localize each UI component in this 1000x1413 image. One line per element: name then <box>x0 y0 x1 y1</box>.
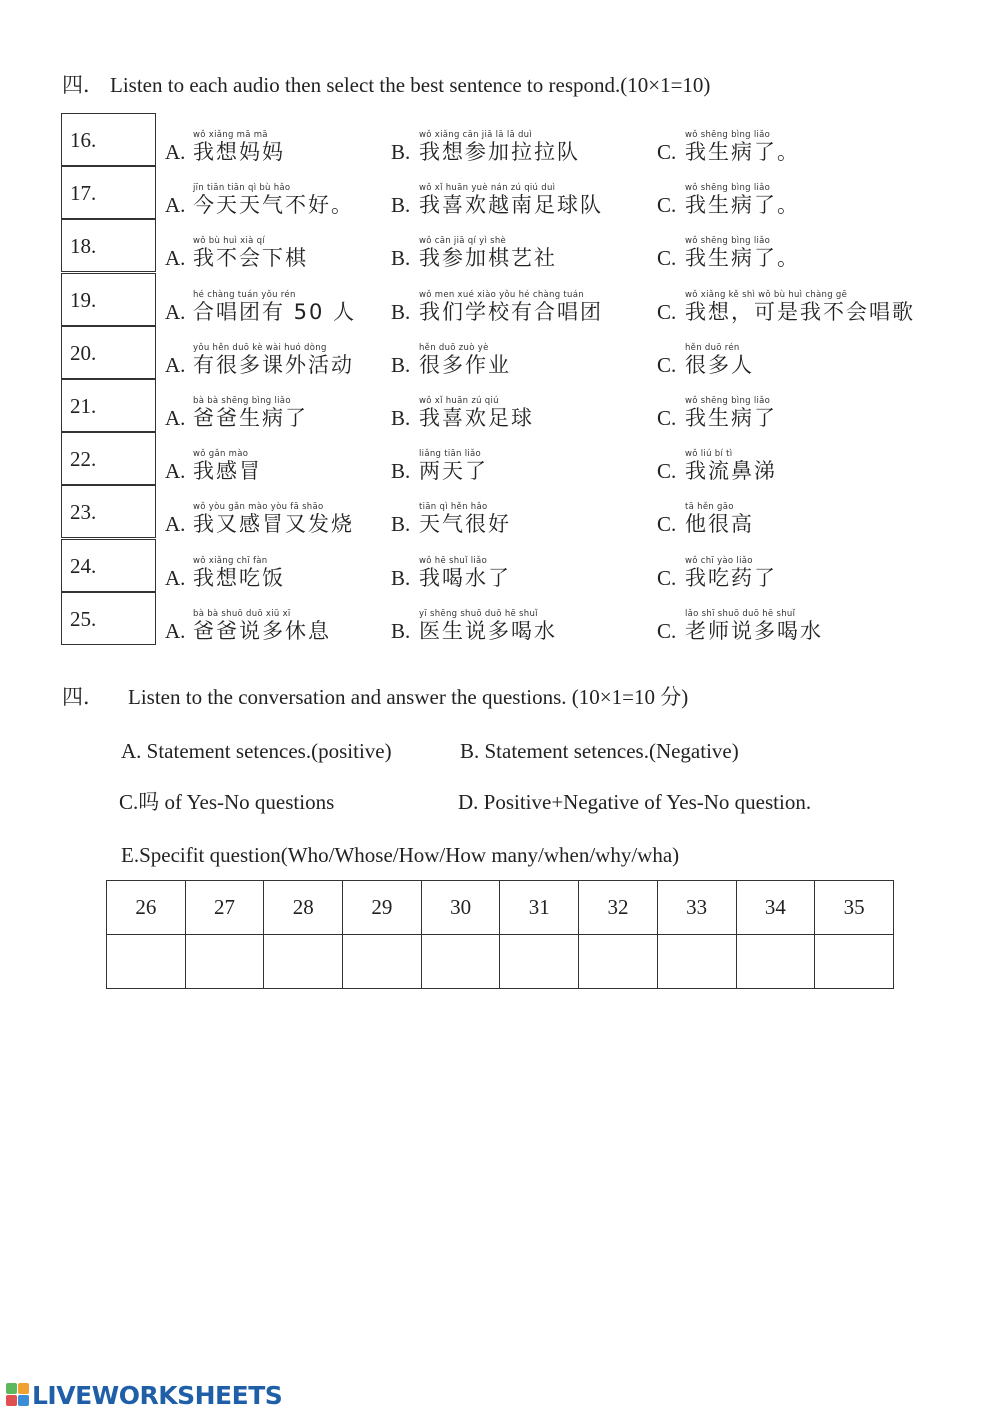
option-letter: B. <box>391 140 411 164</box>
question-row <box>61 432 961 485</box>
question-number: 16. <box>70 128 97 152</box>
option-content <box>419 182 603 216</box>
option-content <box>193 448 262 482</box>
option-content <box>193 608 331 642</box>
option-letter: B. <box>391 246 411 271</box>
section-2-number: 四． <box>62 685 104 709</box>
option-pinyin: wǒ xiǎng kě shì wǒ bù huì chàng gē <box>685 289 848 300</box>
option-letter: C. <box>657 140 677 164</box>
option-text: 有很多课外活动 <box>193 352 354 377</box>
option-text: 我吃药了 <box>685 565 777 590</box>
legend-c: C.吗 of Yes-No questions <box>119 790 335 814</box>
option-letter: A. <box>165 299 186 324</box>
option-content <box>419 235 557 269</box>
option-content <box>193 129 285 163</box>
question-number-box <box>61 379 156 432</box>
question-number: 19. <box>70 287 97 312</box>
question-number-box <box>61 539 156 592</box>
option-letter: B. <box>391 459 411 484</box>
option-letter: B. <box>391 352 411 377</box>
option-letter: A. <box>165 459 186 484</box>
option-text: 今天天气不好。 <box>193 193 354 218</box>
answer-input-cell[interactable] <box>264 935 343 989</box>
option-pinyin: jīn tiān tiān qì bù hǎo <box>193 183 291 194</box>
question-number-box <box>61 166 156 219</box>
option-text: 我生病了 <box>685 406 777 430</box>
option-pinyin: wǒ hē shuǐ liǎo <box>419 555 488 566</box>
question-number-box <box>61 219 156 272</box>
option-pinyin: wǒ shēng bìng liǎo <box>685 130 771 140</box>
option-content <box>685 289 915 323</box>
option-text: 我想吃饭 <box>193 565 285 590</box>
logo-text: LIVEWORKSHEETS <box>32 1380 283 1410</box>
option-text: 老师说多喝水 <box>685 618 823 643</box>
option-text: 我生病了。 <box>685 246 800 271</box>
answer-number-cell: 29 <box>343 881 422 935</box>
answer-number-cell: 31 <box>500 881 579 935</box>
option-letter: C. <box>657 352 677 377</box>
option-content <box>685 342 754 376</box>
section-2-instruction: Listen to the conversation and answer the questions. (10×1=10 分) <box>128 685 689 709</box>
option-content <box>685 129 800 163</box>
option-letter: C. <box>657 459 677 484</box>
option-pinyin: tiān qì hěn hǎo <box>419 502 488 513</box>
option-pinyin: bà bà shuō duō xiū xī <box>193 608 291 619</box>
section-1-title <box>62 75 710 96</box>
option-text: 我想，可是我不会唱歌 <box>685 299 915 324</box>
option-content <box>685 501 754 535</box>
question-number: 18. <box>70 234 97 259</box>
option-pinyin: tā hěn gāo <box>685 502 734 513</box>
option-pinyin: wǒ shēng bìng liǎo <box>685 236 771 247</box>
option-pinyin: wǒ xiǎng mā mā <box>193 130 268 140</box>
option-pinyin: wǒ xiǎng chī fàn <box>193 555 268 566</box>
legend-a: A. Statement setences.(positive) <box>121 739 392 763</box>
answer-input-cell[interactable] <box>579 935 658 989</box>
option-pinyin: wǒ shēng bìng liǎo <box>685 396 771 406</box>
option-letter: A. <box>165 352 186 377</box>
option-content <box>193 501 354 535</box>
answer-input-cell[interactable] <box>736 935 815 989</box>
answer-input-cell[interactable] <box>657 935 736 989</box>
option-text: 天气很好 <box>419 512 511 537</box>
option-pinyin: liǎng tiān liǎo <box>419 449 482 460</box>
logo-mark-icon <box>6 1383 30 1407</box>
question-row <box>61 113 961 166</box>
option-content <box>419 608 557 642</box>
question-row <box>61 273 961 326</box>
option-letter: A. <box>165 140 186 164</box>
option-pinyin: lǎo shī shuō duō hē shuǐ <box>685 608 796 619</box>
option-content <box>419 342 511 376</box>
question-number-box <box>61 273 156 326</box>
option-content <box>193 555 285 589</box>
option-letter: C. <box>657 406 677 430</box>
question-number-box <box>61 113 156 166</box>
answer-input-cell[interactable] <box>343 935 422 989</box>
option-text: 我喜欢越南足球队 <box>419 193 603 218</box>
option-letter: C. <box>657 299 677 324</box>
answer-input-cell[interactable] <box>815 935 894 989</box>
question-row <box>61 539 961 592</box>
question-row <box>61 485 961 538</box>
liveworksheets-logo <box>6 1380 282 1410</box>
option-pinyin: hé chàng tuán yǒu rén <box>193 289 296 300</box>
option-content <box>685 555 777 589</box>
answer-number-cell: 26 <box>107 881 186 935</box>
option-text: 我想参加拉拉队 <box>419 140 580 164</box>
section-1-instruction: Listen to each audio then select the best sentence to respond.(10×1=10) <box>110 73 711 97</box>
option-pinyin: wǒ xǐ huān zú qiú <box>419 396 499 406</box>
answer-number-cell: 27 <box>185 881 264 935</box>
answer-input-row <box>107 935 894 989</box>
option-text: 我不会下棋 <box>193 246 308 271</box>
section-2-title <box>62 687 688 708</box>
option-letter: A. <box>165 193 186 218</box>
option-letter: A. <box>165 565 186 590</box>
option-content <box>685 182 800 216</box>
option-letter: B. <box>391 406 411 430</box>
option-text: 爸爸生病了 <box>193 406 308 430</box>
option-text: 很多作业 <box>419 352 511 377</box>
question-number: 25. <box>70 606 97 631</box>
question-number-box <box>61 485 156 538</box>
option-content <box>193 235 308 269</box>
option-letter: A. <box>165 618 186 643</box>
option-pinyin: wǒ shēng bìng liǎo <box>685 183 771 194</box>
answer-number-cell: 30 <box>421 881 500 935</box>
option-letter: C. <box>657 512 677 537</box>
option-text: 我流鼻涕 <box>685 459 777 484</box>
option-text: 我生病了。 <box>685 140 800 164</box>
option-content <box>419 555 511 589</box>
option-pinyin: wǒ liú bí tì <box>685 449 733 460</box>
answer-number-cell: 33 <box>657 881 736 935</box>
option-text: 很多人 <box>685 352 754 377</box>
option-pinyin: wǒ xiǎng cān jiā lā lā duì <box>419 130 533 140</box>
question-number: 23. <box>70 500 97 525</box>
option-text: 合唱团有 50 人 <box>193 299 357 324</box>
question-number-box <box>61 326 156 379</box>
option-content <box>685 235 800 269</box>
option-letter: A. <box>165 406 186 430</box>
option-content <box>419 395 534 429</box>
answer-number-row <box>107 881 894 935</box>
option-pinyin: hěn duō rén <box>685 342 740 353</box>
option-pinyin: wǒ cān jiā qí yì shè <box>419 236 507 247</box>
question-number: 22. <box>70 447 97 472</box>
option-content <box>193 395 308 429</box>
option-text: 我喜欢足球 <box>419 406 534 430</box>
option-text: 我参加棋艺社 <box>419 246 557 271</box>
option-pinyin: yǒu hěn duō kè wài huó dòng <box>193 342 327 353</box>
question-row <box>61 219 961 272</box>
option-text: 我想妈妈 <box>193 140 285 164</box>
answer-number-cell: 35 <box>815 881 894 935</box>
option-pinyin: wǒ gǎn mào <box>193 449 249 460</box>
option-pinyin: hěn duō zuò yè <box>419 342 489 353</box>
option-text: 爸爸说多休息 <box>193 618 331 643</box>
question-number-box <box>61 592 156 645</box>
option-letter: B. <box>391 618 411 643</box>
option-pinyin: wǒ chī yào liǎo <box>685 555 753 566</box>
option-pinyin: wǒ men xué xiào yǒu hé chàng tuán <box>419 289 584 300</box>
option-letter: B. <box>391 512 411 537</box>
answer-input-cell[interactable] <box>185 935 264 989</box>
section-1-number: 四． <box>62 73 104 97</box>
question-row <box>61 379 961 432</box>
option-letter: B. <box>391 565 411 590</box>
answer-input-cell[interactable] <box>500 935 579 989</box>
question-number: 17. <box>70 181 97 206</box>
legend-d: D. Positive+Negative of Yes-No question. <box>458 790 812 814</box>
question-row <box>61 592 961 645</box>
option-letter: B. <box>391 299 411 324</box>
option-text: 他很高 <box>685 512 754 537</box>
option-text: 我喝水了 <box>419 565 511 590</box>
answer-input-cell[interactable] <box>107 935 186 989</box>
option-text: 我感冒 <box>193 459 262 484</box>
option-text: 两天了 <box>419 459 488 484</box>
question-number: 24. <box>70 553 97 578</box>
question-number: 21. <box>70 394 97 418</box>
legend-b: B. Statement setences.(Negative) <box>460 739 739 763</box>
question-number: 20. <box>70 340 97 365</box>
option-content <box>419 129 580 163</box>
answer-number-cell: 28 <box>264 881 343 935</box>
answer-input-cell[interactable] <box>421 935 500 989</box>
answer-number-cell: 34 <box>736 881 815 935</box>
option-content <box>193 289 356 323</box>
option-letter: C. <box>657 193 677 218</box>
option-letter: C. <box>657 565 677 590</box>
option-pinyin: bà bà shēng bìng liǎo <box>193 396 291 406</box>
option-text: 我们学校有合唱团 <box>419 299 603 324</box>
option-pinyin: wǒ yòu gǎn mào yòu fā shāo <box>193 502 324 513</box>
option-content <box>685 448 777 482</box>
option-text: 我又感冒又发烧 <box>193 512 354 537</box>
option-text: 我生病了。 <box>685 193 800 218</box>
question-row <box>61 326 961 379</box>
option-letter: A. <box>165 246 186 271</box>
option-content <box>193 342 354 376</box>
option-letter: A. <box>165 512 186 537</box>
answer-table <box>106 880 894 989</box>
option-content <box>419 501 511 535</box>
option-content <box>685 395 777 429</box>
option-text: 医生说多喝水 <box>419 618 557 643</box>
answer-number-cell: 32 <box>579 881 658 935</box>
option-letter: C. <box>657 618 677 643</box>
option-letter: B. <box>391 193 411 218</box>
question-number-box <box>61 432 156 485</box>
legend-e: E.Specifit question(Who/Whose/How/How many/when/why/wha) <box>121 843 680 867</box>
option-content <box>685 608 823 642</box>
option-pinyin: wǒ bù huì xià qí <box>193 236 266 247</box>
option-pinyin: yī shēng shuō duō hē shuǐ <box>419 608 538 619</box>
question-row <box>61 166 961 219</box>
option-content <box>193 182 354 216</box>
option-content <box>419 448 488 482</box>
option-pinyin: wǒ xǐ huān yuè nán zú qiú duì <box>419 183 556 194</box>
option-letter: C. <box>657 246 677 271</box>
option-content <box>419 289 603 323</box>
